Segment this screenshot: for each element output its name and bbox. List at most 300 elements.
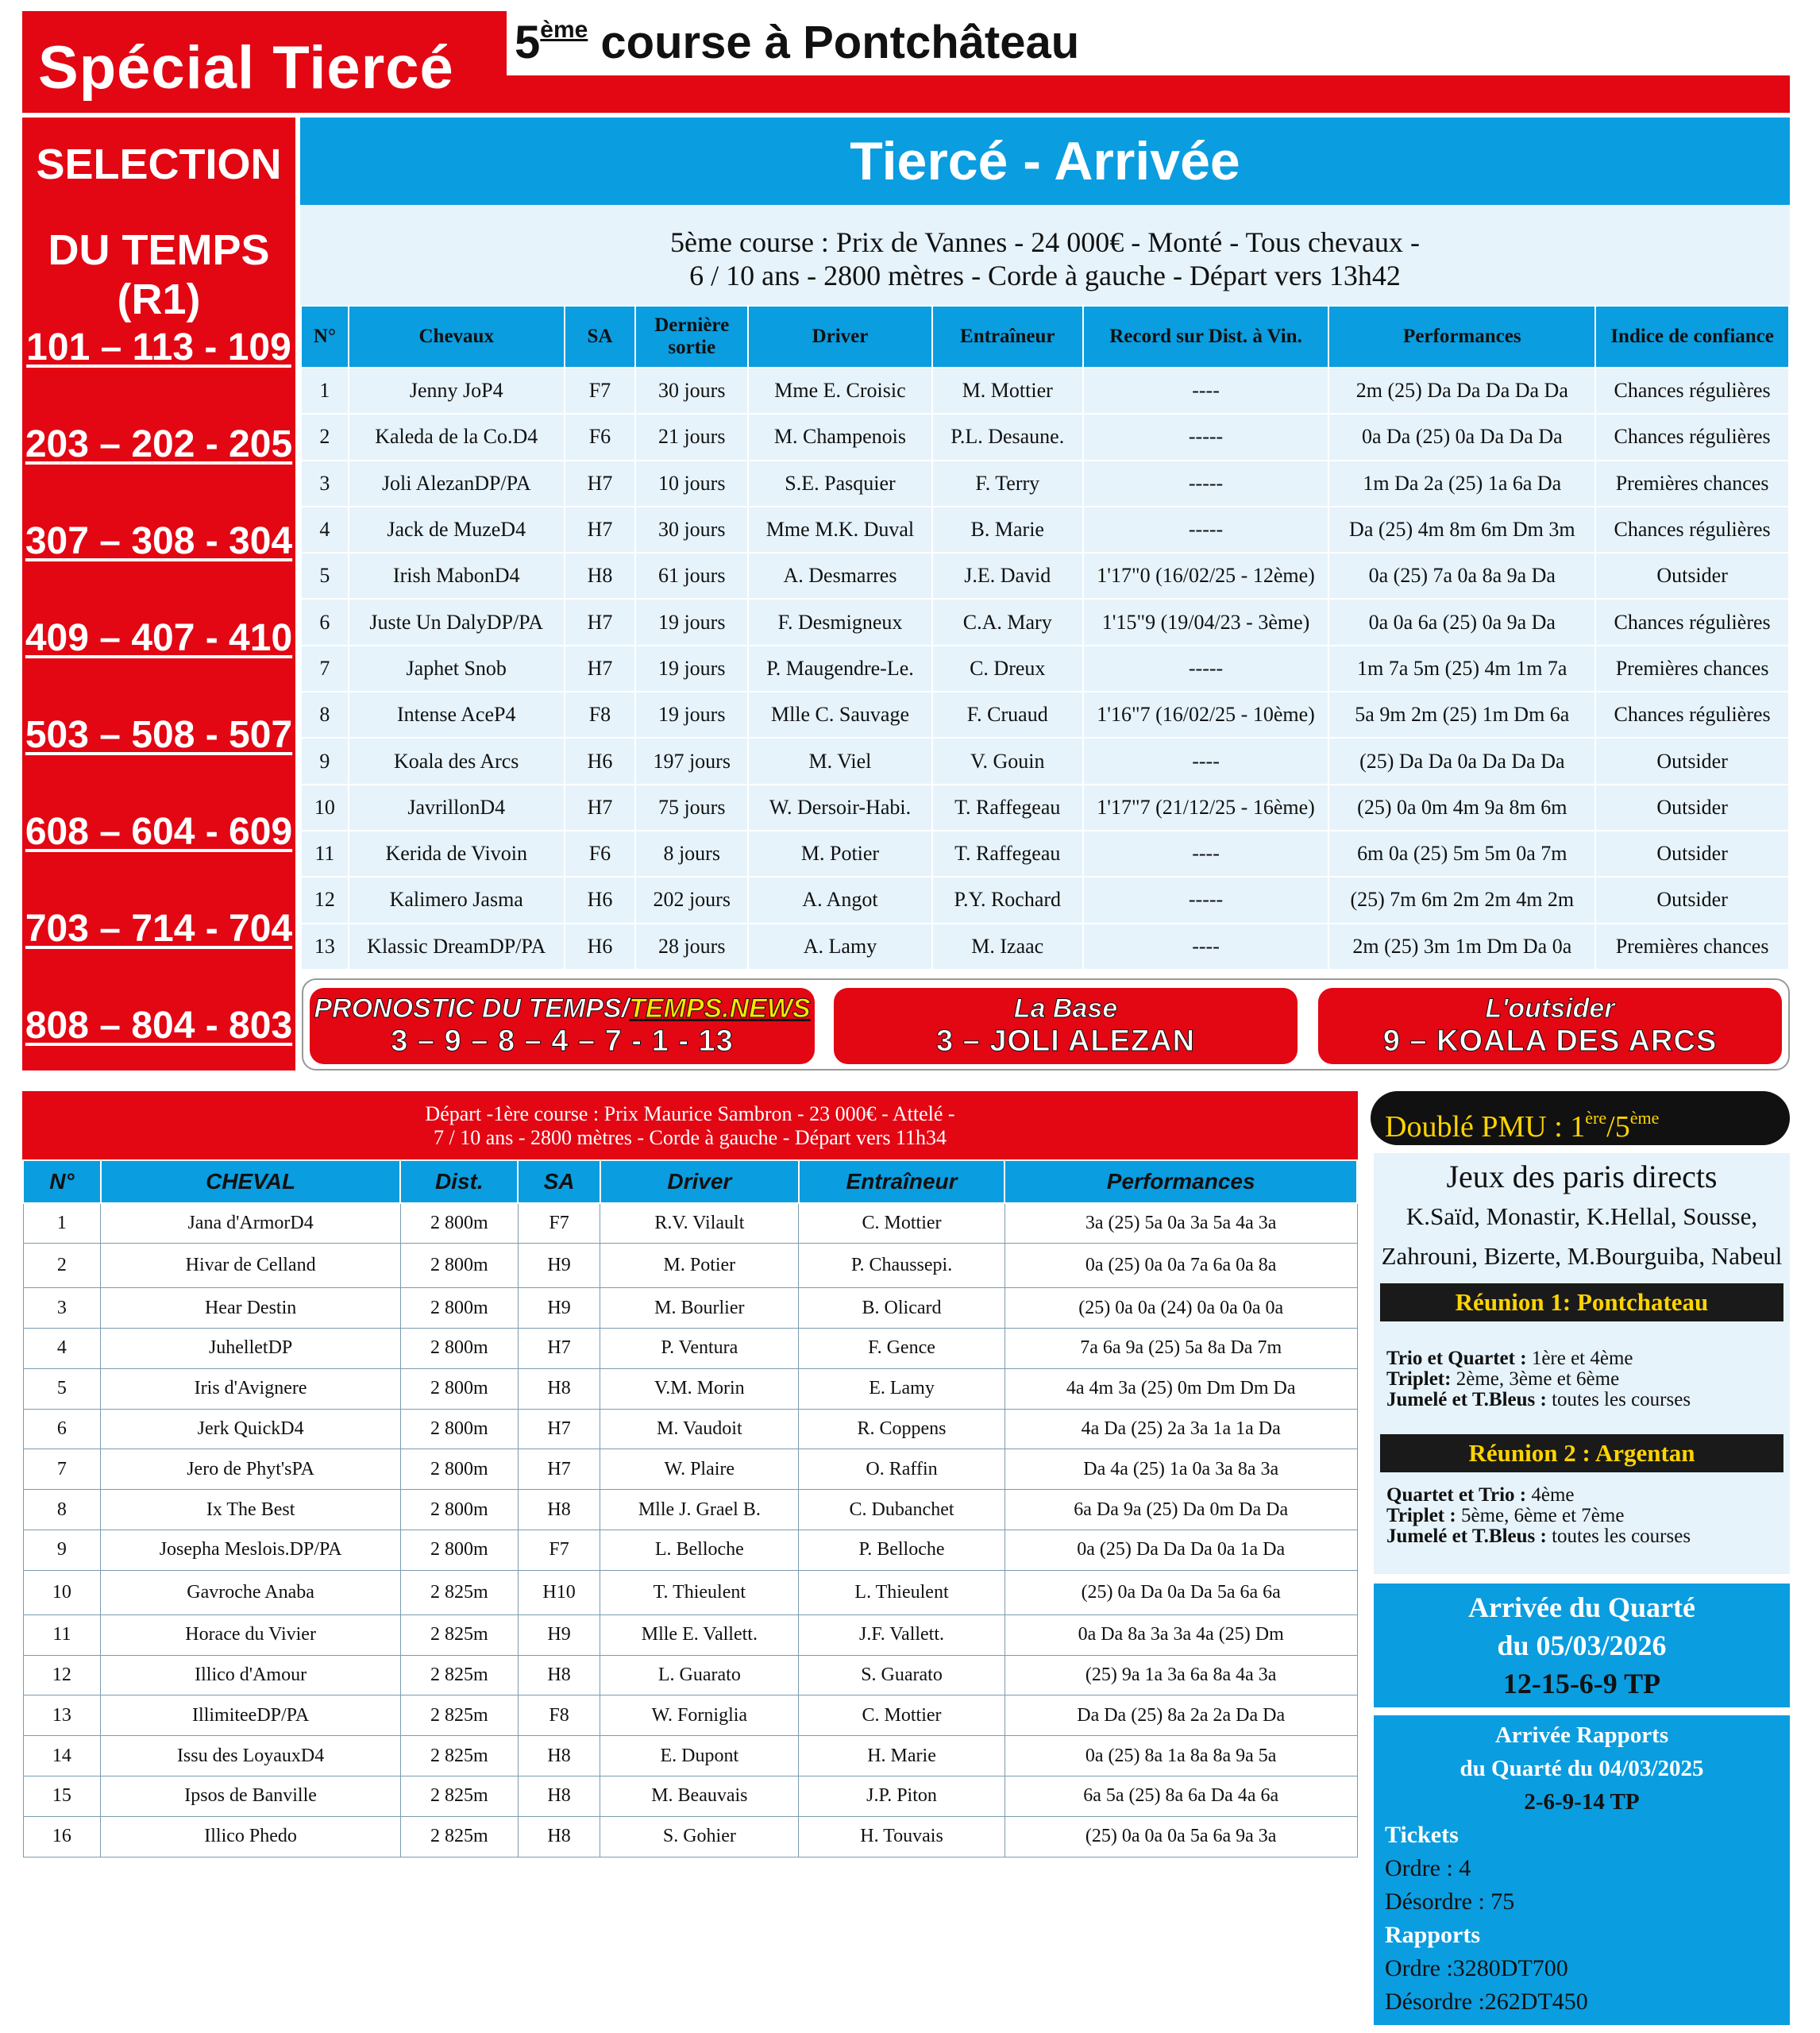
course1-row xyxy=(23,1570,1357,1614)
table-cell: (25) 9a 1a 3a 6a 8a 4a 3a xyxy=(1004,1655,1357,1695)
table-cell: S. Guarato xyxy=(799,1655,1005,1695)
pronostic-value: 3 – 9 – 8 – 4 – 7 - 1 - 13 xyxy=(391,1024,734,1058)
table-cell: Jerk QuickD4 xyxy=(101,1409,401,1449)
table-cell: Juste Un DalyDP/PA xyxy=(349,599,565,645)
course1-info xyxy=(22,1091,1358,1159)
column-header: Entraîneur xyxy=(932,306,1083,368)
table-cell: Outsider xyxy=(1595,785,1789,831)
course1-info-line2: 7 / 10 ans - 2800 mètres - Corde à gauche - Départ vers 11h34 xyxy=(434,1126,947,1149)
table-cell: 10 jours xyxy=(635,461,748,507)
jeux-title: Jeux des paris directs xyxy=(1446,1159,1718,1194)
table-cell: 30 jours xyxy=(635,507,748,553)
table-cell: 11 xyxy=(23,1614,101,1655)
table-cell: A. Angot xyxy=(748,877,932,923)
column-header: Driver xyxy=(600,1160,799,1203)
rapports-desordre: Désordre :262DT450 xyxy=(1385,1989,1588,2015)
table-cell: 2 825m xyxy=(400,1614,518,1655)
table-cell: Kaleda de la Co.D4 xyxy=(349,414,565,460)
table-cell: 12 xyxy=(301,877,349,923)
quarte-title: Arrivée du Quarté xyxy=(1468,1591,1695,1623)
column-header: Driver xyxy=(748,306,932,368)
table-cell: 6 xyxy=(301,599,349,645)
table-cell: 6m 0a (25) 5m 5m 0a 7m xyxy=(1328,831,1595,877)
table-cell: IllimiteeDP/PA xyxy=(101,1695,401,1736)
table-cell: Hivar de Celland xyxy=(101,1244,401,1288)
table-cell: F. Terry xyxy=(932,461,1083,507)
table-cell: J.E. David xyxy=(932,553,1083,599)
jeux-cities-line1: K.Saïd, Monastir, K.Hellal, Sousse, xyxy=(1405,1202,1758,1230)
table-cell: H7 xyxy=(565,599,636,645)
tickets-ordre: Ordre : 4 xyxy=(1385,1855,1471,1881)
table-cell: ---- xyxy=(1083,738,1329,784)
table-cell: ----- xyxy=(1083,507,1329,553)
table-cell: L. Guarato xyxy=(600,1655,799,1695)
table-cell: F. Cruaud xyxy=(932,692,1083,738)
reunion1-line-value: toutes les courses xyxy=(1546,1389,1691,1410)
table-cell: JuhelletDP xyxy=(101,1329,401,1369)
reunion1-title: Réunion 1: Pontchateau xyxy=(1380,1283,1783,1321)
column-header: SA xyxy=(518,1160,600,1203)
table-cell: Mme E. Croisic xyxy=(748,368,932,414)
reunion1-line-label: Jumelé et T.Bleus : xyxy=(1386,1389,1547,1410)
table-cell: 1m Da 2a (25) 1a 6a Da xyxy=(1328,461,1595,507)
rapports-heading: Rapports xyxy=(1385,1922,1481,1948)
tierce-table-body xyxy=(301,368,1789,970)
table-cell: H. Marie xyxy=(799,1736,1005,1776)
table-cell: W. Dersoir-Habi. xyxy=(748,785,932,831)
table-cell: Chances régulières xyxy=(1595,507,1789,553)
table-cell: (25) Da Da 0a Da Da Da xyxy=(1328,738,1595,784)
table-cell: H. Touvais xyxy=(799,1816,1005,1857)
table-cell: J.F. Vallett. xyxy=(799,1614,1005,1655)
table-cell: C. Dubanchet xyxy=(799,1490,1005,1530)
table-cell: Da (25) 4m 8m 6m Dm 3m xyxy=(1328,507,1595,553)
table-cell: M. Potier xyxy=(600,1244,799,1288)
table-cell: Ix The Best xyxy=(101,1490,401,1530)
la-base-value: 3 – JOLI ALEZAN xyxy=(935,1024,1196,1058)
table-cell: 12 xyxy=(23,1655,101,1695)
table-cell: 2 800m xyxy=(400,1409,518,1449)
table-cell: (25) 0a 0m 4m 9a 8m 6m xyxy=(1328,785,1595,831)
race-title xyxy=(515,16,1079,69)
double-label: Doublé PMU : 1 xyxy=(1385,1110,1586,1144)
column-header: Chevaux xyxy=(349,306,565,368)
table-cell: Jana d'ArmorD4 xyxy=(101,1203,401,1244)
table-cell: V.M. Morin xyxy=(600,1368,799,1409)
column-header: SA xyxy=(565,306,636,368)
race-number: 5 xyxy=(515,17,541,68)
table-cell: F8 xyxy=(565,692,636,738)
course1-row xyxy=(23,1203,1357,1244)
column-header: Entraîneur xyxy=(799,1160,1005,1203)
selection-line: 608 – 604 - 609 xyxy=(25,811,293,853)
rapports-ordre: Ordre :3280DT700 xyxy=(1385,1955,1568,1981)
table-cell: Koala des Arcs xyxy=(349,738,565,784)
table-cell: 7a 6a 9a (25) 5a 8a Da 7m xyxy=(1004,1329,1357,1369)
table-cell: 75 jours xyxy=(635,785,748,831)
table-cell: H7 xyxy=(565,646,636,692)
table-cell: F7 xyxy=(565,368,636,414)
table-cell: Chances régulières xyxy=(1595,599,1789,645)
table-cell: 1'15"9 (19/04/23 - 3ème) xyxy=(1083,599,1329,645)
quarte-arrival-panel xyxy=(1374,1584,1790,1707)
tierce-row xyxy=(301,646,1789,692)
table-cell: J.P. Piton xyxy=(799,1776,1005,1817)
table-cell: 10 xyxy=(23,1570,101,1614)
reunion2-line-value: toutes les courses xyxy=(1546,1526,1691,1547)
table-cell: F. Gence xyxy=(799,1329,1005,1369)
table-cell: Kalimero Jasma xyxy=(349,877,565,923)
table-cell: 13 xyxy=(23,1695,101,1736)
table-cell: H6 xyxy=(565,738,636,784)
table-cell: M. Izaac xyxy=(932,924,1083,970)
table-cell: 6a 5a (25) 8a 6a Da 4a 6a xyxy=(1004,1776,1357,1817)
table-cell: 1'16"7 (16/02/25 - 10ème) xyxy=(1083,692,1329,738)
table-cell: 0a (25) 8a 1a 8a 8a 9a 5a xyxy=(1004,1736,1357,1776)
reunion2-line xyxy=(1386,1526,1691,1547)
tierce-row xyxy=(301,599,1789,645)
table-cell: 5 xyxy=(301,553,349,599)
table-cell: 1'17"0 (16/02/25 - 12ème) xyxy=(1083,553,1329,599)
table-cell: Premières chances xyxy=(1595,461,1789,507)
table-cell: ----- xyxy=(1083,877,1329,923)
table-cell: Iris d'Avignere xyxy=(101,1368,401,1409)
table-cell: C. Mottier xyxy=(799,1695,1005,1736)
table-cell: 3 xyxy=(23,1288,101,1329)
race-number-suffix: ème xyxy=(540,17,588,43)
double-pmu-badge xyxy=(1371,1091,1790,1145)
table-cell: 7 xyxy=(301,646,349,692)
table-cell: Josepha Meslois.DP/PA xyxy=(101,1530,401,1571)
reunion2-line-value: 5ème, 6ème et 7ème xyxy=(1456,1505,1625,1526)
reunion1-line-label: Trio et Quartet : xyxy=(1386,1348,1527,1369)
table-cell: E. Dupont xyxy=(600,1736,799,1776)
header-brand-banner xyxy=(22,11,507,113)
table-cell: M. Bourlier xyxy=(600,1288,799,1329)
column-header: Performances xyxy=(1004,1160,1357,1203)
tierce-row xyxy=(301,785,1789,831)
column-header: CHEVAL xyxy=(101,1160,401,1203)
table-cell: F. Desmigneux xyxy=(748,599,932,645)
table-cell: 7 xyxy=(23,1449,101,1490)
table-cell: L. Belloche xyxy=(600,1530,799,1571)
outsider-title: L'outsider xyxy=(1485,993,1615,1024)
table-cell: H8 xyxy=(518,1490,600,1530)
jeux-cities-line2: Zahrouni, Bizerte, M.Bourguiba, Nabeul xyxy=(1381,1242,1783,1270)
course1-table-body xyxy=(23,1203,1357,1857)
table-cell: H8 xyxy=(565,553,636,599)
table-cell: Jenny JoP4 xyxy=(349,368,565,414)
table-cell: 11 xyxy=(301,831,349,877)
table-cell: (25) 0a Da 0a Da 5a 6a 6a xyxy=(1004,1570,1357,1614)
column-header: N° xyxy=(301,306,349,368)
table-cell: Outsider xyxy=(1595,831,1789,877)
la-base-title: La Base xyxy=(1013,993,1118,1024)
pronostic-title xyxy=(310,988,815,1024)
table-cell: Intense AceP4 xyxy=(349,692,565,738)
table-cell: 1m 7a 5m (25) 4m 1m 7a xyxy=(1328,646,1595,692)
table-cell: 2 800m xyxy=(400,1244,518,1288)
table-cell: 4a Da (25) 2a 3a 1a 1a Da xyxy=(1004,1409,1357,1449)
table-cell: 19 jours xyxy=(635,599,748,645)
table-cell: H7 xyxy=(518,1409,600,1449)
table-cell: 6 xyxy=(23,1409,101,1449)
race-title-text: course à Pontchâteau xyxy=(588,17,1080,68)
course1-row xyxy=(23,1490,1357,1530)
tierce-row xyxy=(301,692,1789,738)
table-cell: O. Raffin xyxy=(799,1449,1005,1490)
table-cell: 19 jours xyxy=(635,692,748,738)
course1-row xyxy=(23,1409,1357,1449)
table-cell: P. Chaussepi. xyxy=(799,1244,1005,1288)
rapports-title: Arrivée Rapports xyxy=(1494,1722,1669,1748)
table-cell: 0a Da 8a 3a 3a 4a (25) Dm xyxy=(1004,1614,1357,1655)
table-cell: (25) 0a 0a 0a 5a 6a 9a 3a xyxy=(1004,1816,1357,1857)
double-sup2: ème xyxy=(1629,1108,1660,1128)
table-cell: R.V. Vilault xyxy=(600,1203,799,1244)
table-cell: L. Thieulent xyxy=(799,1570,1005,1614)
table-cell: 4a 4m 3a (25) 0m Dm Dm Da xyxy=(1004,1368,1357,1409)
table-cell: 2 800m xyxy=(400,1288,518,1329)
table-cell: 202 jours xyxy=(635,877,748,923)
table-cell: Da 4a (25) 1a 0a 3a 8a 3a xyxy=(1004,1449,1357,1490)
table-cell: P. Belloche xyxy=(799,1530,1005,1571)
course1-row xyxy=(23,1736,1357,1776)
tierce-row xyxy=(301,738,1789,784)
table-cell: 15 xyxy=(23,1776,101,1817)
table-cell: S.E. Pasquier xyxy=(748,461,932,507)
table-cell: R. Coppens xyxy=(799,1409,1005,1449)
table-cell: V. Gouin xyxy=(932,738,1083,784)
column-header: N° xyxy=(23,1160,101,1203)
table-cell: 2 825m xyxy=(400,1695,518,1736)
tierce-title: Tiercé - Arrivée xyxy=(300,118,1790,205)
table-cell: Outsider xyxy=(1595,553,1789,599)
table-cell: A. Lamy xyxy=(748,924,932,970)
column-header: Dist. xyxy=(400,1160,518,1203)
reunion2-line-label: Triplet : xyxy=(1386,1505,1456,1526)
double-mid: /5 xyxy=(1606,1110,1630,1144)
course1-table xyxy=(22,1159,1358,1857)
table-cell: F8 xyxy=(518,1695,600,1736)
reunion1-line-label: Triplet: xyxy=(1386,1368,1452,1390)
table-cell: 14 xyxy=(23,1736,101,1776)
table-cell: C. Mottier xyxy=(799,1203,1005,1244)
table-cell: 2 825m xyxy=(400,1655,518,1695)
table-cell: M. Vaudoit xyxy=(600,1409,799,1449)
double-sup1: ère xyxy=(1585,1108,1607,1128)
table-cell: 3 xyxy=(301,461,349,507)
table-cell: (25) 0a 0a (24) 0a 0a 0a 0a xyxy=(1004,1288,1357,1329)
reunion1-line xyxy=(1386,1348,1633,1369)
table-cell: H8 xyxy=(518,1368,600,1409)
reunion1-line-value: 1ère et 4ème xyxy=(1526,1348,1633,1369)
table-cell: W. Plaire xyxy=(600,1449,799,1490)
table-cell: Outsider xyxy=(1595,877,1789,923)
table-cell: 6a Da 9a (25) Da 0m Da Da xyxy=(1004,1490,1357,1530)
table-cell: 5a 9m 2m (25) 1m Dm 6a xyxy=(1328,692,1595,738)
table-cell: H6 xyxy=(565,924,636,970)
table-cell: 8 xyxy=(23,1490,101,1530)
tierce-race-info-line2: 6 / 10 ans - 2800 mètres - Corde à gauche - Départ vers 13h42 xyxy=(689,260,1401,291)
table-cell: F6 xyxy=(565,414,636,460)
table-cell: Ipsos de Banville xyxy=(101,1776,401,1817)
table-cell: 5 xyxy=(23,1368,101,1409)
table-cell: H9 xyxy=(518,1288,600,1329)
table-cell: H10 xyxy=(518,1570,600,1614)
outsider-value: 9 – KOALA DES ARCS xyxy=(1382,1024,1718,1058)
course1-row xyxy=(23,1368,1357,1409)
table-cell: Outsider xyxy=(1595,738,1789,784)
table-cell: M. Champenois xyxy=(748,414,932,460)
table-cell: H7 xyxy=(565,461,636,507)
header-red-bar xyxy=(507,75,1790,113)
table-cell: 4 xyxy=(23,1329,101,1369)
table-cell: Horace du Vivier xyxy=(101,1614,401,1655)
course1-row xyxy=(23,1329,1357,1369)
tierce-race-info-line1: 5ème course : Prix de Vannes - 24 000€ - Monté - Tous chevaux - xyxy=(670,226,1420,258)
reunion1-line xyxy=(1386,1369,1619,1390)
table-cell: Chances régulières xyxy=(1595,368,1789,414)
table-cell: B. Olicard xyxy=(799,1288,1005,1329)
table-cell: 2 800m xyxy=(400,1368,518,1409)
table-cell: ----- xyxy=(1083,414,1329,460)
table-cell: P.L. Desaune. xyxy=(932,414,1083,460)
pronostic-strip xyxy=(302,978,1790,1071)
table-cell: 197 jours xyxy=(635,738,748,784)
table-cell: 2 xyxy=(301,414,349,460)
table-cell: Illico d'Amour xyxy=(101,1655,401,1695)
table-cell: ---- xyxy=(1083,368,1329,414)
tierce-row xyxy=(301,924,1789,970)
selection-line: 101 – 113 - 109 xyxy=(26,326,291,368)
table-cell: 1 xyxy=(23,1203,101,1244)
table-cell: 9 xyxy=(301,738,349,784)
table-cell: Hear Destin xyxy=(101,1288,401,1329)
jeux-paris-panel xyxy=(1374,1153,1790,1574)
table-cell: C. Dreux xyxy=(932,646,1083,692)
tickets-heading: Tickets xyxy=(1385,1822,1459,1848)
table-cell: A. Desmarres xyxy=(748,553,932,599)
table-cell: 2 800m xyxy=(400,1490,518,1530)
table-cell: Da Da (25) 8a 2a 2a Da Da xyxy=(1004,1695,1357,1736)
column-header: Record sur Dist. à Vin. xyxy=(1083,306,1329,368)
table-cell: C.A. Mary xyxy=(932,599,1083,645)
table-cell: M. Potier xyxy=(748,831,932,877)
table-cell: 0a (25) 7a 0a 8a 9a Da xyxy=(1328,553,1595,599)
column-header: Performances xyxy=(1328,306,1595,368)
table-cell: B. Marie xyxy=(932,507,1083,553)
table-cell: 2 800m xyxy=(400,1203,518,1244)
table-cell: 4 xyxy=(301,507,349,553)
table-cell: 2 825m xyxy=(400,1570,518,1614)
course1-row xyxy=(23,1816,1357,1857)
course1-row xyxy=(23,1449,1357,1490)
selection-panel xyxy=(22,118,295,1071)
reunion1-line xyxy=(1386,1390,1691,1410)
tierce-row xyxy=(301,877,1789,923)
tierce-row xyxy=(301,461,1789,507)
table-cell: H8 xyxy=(518,1816,600,1857)
table-cell: ---- xyxy=(1083,924,1329,970)
table-cell: F6 xyxy=(565,831,636,877)
table-cell: H7 xyxy=(518,1329,600,1369)
quarte-date: du 05/03/2026 xyxy=(1497,1630,1667,1661)
selection-line: 203 – 202 - 205 xyxy=(25,423,293,465)
table-cell: Jack de MuzeD4 xyxy=(349,507,565,553)
selection-line: 307 – 308 - 304 xyxy=(25,520,293,562)
selection-title: SELECTION xyxy=(36,141,282,188)
table-cell: 10 xyxy=(301,785,349,831)
table-cell: ---- xyxy=(1083,831,1329,877)
table-cell: 2 825m xyxy=(400,1816,518,1857)
table-cell: Premières chances xyxy=(1595,646,1789,692)
table-cell: Japhet Snob xyxy=(349,646,565,692)
table-cell: Mme M.K. Duval xyxy=(748,507,932,553)
table-cell: 2 800m xyxy=(400,1329,518,1369)
pronostic-du-temps xyxy=(310,988,815,1064)
table-cell: Mlle E. Vallett. xyxy=(600,1614,799,1655)
reunion2-title: Réunion 2 : Argentan xyxy=(1380,1434,1783,1472)
table-cell: P. Maugendre-Le. xyxy=(748,646,932,692)
table-cell: Joli AlezanDP/PA xyxy=(349,461,565,507)
table-cell: H9 xyxy=(518,1244,600,1288)
table-cell: 0a (25) Da Da Da 0a 1a Da xyxy=(1004,1530,1357,1571)
table-cell: 3a (25) 5a 0a 3a 5a 4a 3a xyxy=(1004,1203,1357,1244)
table-cell: 2m (25) 3m 1m Dm Da 0a xyxy=(1328,924,1595,970)
brand-title: Spécial Tiercé xyxy=(38,34,454,102)
la-base xyxy=(834,988,1298,1064)
table-cell: Mlle C. Sauvage xyxy=(748,692,932,738)
table-cell: 1 xyxy=(301,368,349,414)
table-cell: 0a (25) 0a 0a 7a 6a 0a 8a xyxy=(1004,1244,1357,1288)
reunion2-line xyxy=(1386,1485,1575,1506)
pronostic-title-a: PRONOSTIC DU TEMPS/ xyxy=(314,993,630,1024)
table-cell: Jero de Phyt'sPA xyxy=(101,1449,401,1490)
table-cell: P. Ventura xyxy=(600,1329,799,1369)
table-cell: 2 825m xyxy=(400,1736,518,1776)
table-cell: H8 xyxy=(518,1776,600,1817)
course1-row xyxy=(23,1655,1357,1695)
table-cell: 0a Da (25) 0a Da Da Da xyxy=(1328,414,1595,460)
table-cell: 2 800m xyxy=(400,1530,518,1571)
course1-row xyxy=(23,1614,1357,1655)
rapports-result: 2-6-9-14 TP xyxy=(1524,1789,1640,1815)
reunion1-line-value: 2ème, 3ème et 6ème xyxy=(1451,1368,1620,1390)
tickets-desordre: Désordre : 75 xyxy=(1385,1888,1515,1915)
tierce-row xyxy=(301,553,1789,599)
table-cell: Mlle J. Grael B. xyxy=(600,1490,799,1530)
table-cell: T. Raffegeau xyxy=(932,785,1083,831)
table-cell: T. Thieulent xyxy=(600,1570,799,1614)
table-cell: T. Raffegeau xyxy=(932,831,1083,877)
table-cell: Irish MabonD4 xyxy=(349,553,565,599)
table-cell: ----- xyxy=(1083,461,1329,507)
reunion2-line-value: 4ème xyxy=(1526,1484,1575,1506)
selection-line: 409 – 407 - 410 xyxy=(25,617,293,659)
table-cell: M. Viel xyxy=(748,738,932,784)
table-cell: S. Gohier xyxy=(600,1816,799,1857)
table-cell: ----- xyxy=(1083,646,1329,692)
table-cell: 8 xyxy=(301,692,349,738)
table-cell: W. Forniglia xyxy=(600,1695,799,1736)
table-cell: Illico Phedo xyxy=(101,1816,401,1857)
table-cell: 30 jours xyxy=(635,368,748,414)
table-cell: Gavroche Anaba xyxy=(101,1570,401,1614)
rapports-date: du Quarté du 04/03/2025 xyxy=(1459,1756,1704,1781)
table-cell: 0a 0a 6a (25) 0a 9a Da xyxy=(1328,599,1595,645)
course1-row xyxy=(23,1695,1357,1736)
